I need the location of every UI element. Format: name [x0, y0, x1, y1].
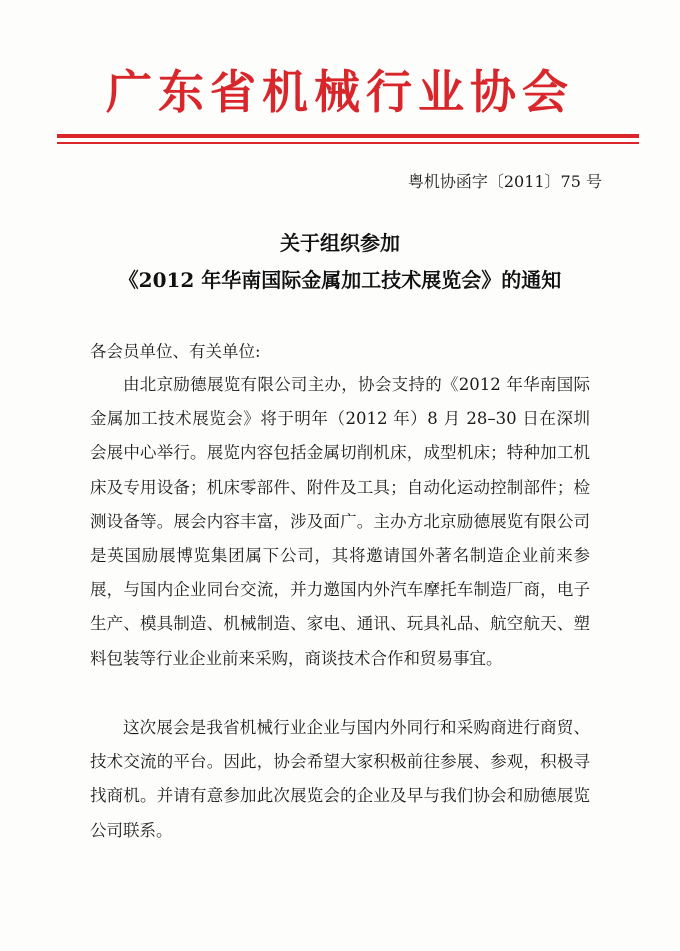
salutation: 各会员单位、有关单位:	[90, 342, 261, 361]
letterhead-rule-thin	[57, 142, 639, 144]
body-paragraph-1: 由北京励德展览有限公司主办，协会支持的《2012 年华南国际金属加工技术展览会》将于明年（2012 年）8 月 28–30 日在深圳会展中心举行。展览内容包括金属切削机床，成型机床；特种加工机床及专用设备；机床零部件、附件及工具；自动化运动控制部件；检测设备等。展会内容丰富，涉及面广。主办方北京励德展览有限公司是英国励展博览集团属下公司，其将邀请国外著名制造企业前来参展，与国内企业同台交流，并力邀国内外汽车摩托车制造厂商，电子生产、模具制造、机械制造、家电、通讯、玩具礼品、航空航天、塑料包装等行业企业前来采购，商谈技术合作和贸易事宜。	[90, 375, 590, 668]
notice-title-line2: 《2012 年华南国际金属加工技术展览会》的通知	[118, 268, 562, 292]
letterhead-org-name: 广东省机械行业协会	[106, 65, 574, 119]
body-paragraph-2: 这次展会是我省机械行业企业与国内外同行和采购商进行商贸、技术交流的平台。因此，协会希望大家积极前往参展、参观，积极寻找商机。并请有意参加此次展览会的企业及早与我们协会和励德展览公司联系。	[90, 718, 590, 840]
document-number: 粤机协函字〔2011〕75 号	[407, 172, 602, 191]
notice-title-line1: 关于组织参加	[280, 231, 400, 255]
letterhead-rule-thick	[57, 134, 639, 138]
